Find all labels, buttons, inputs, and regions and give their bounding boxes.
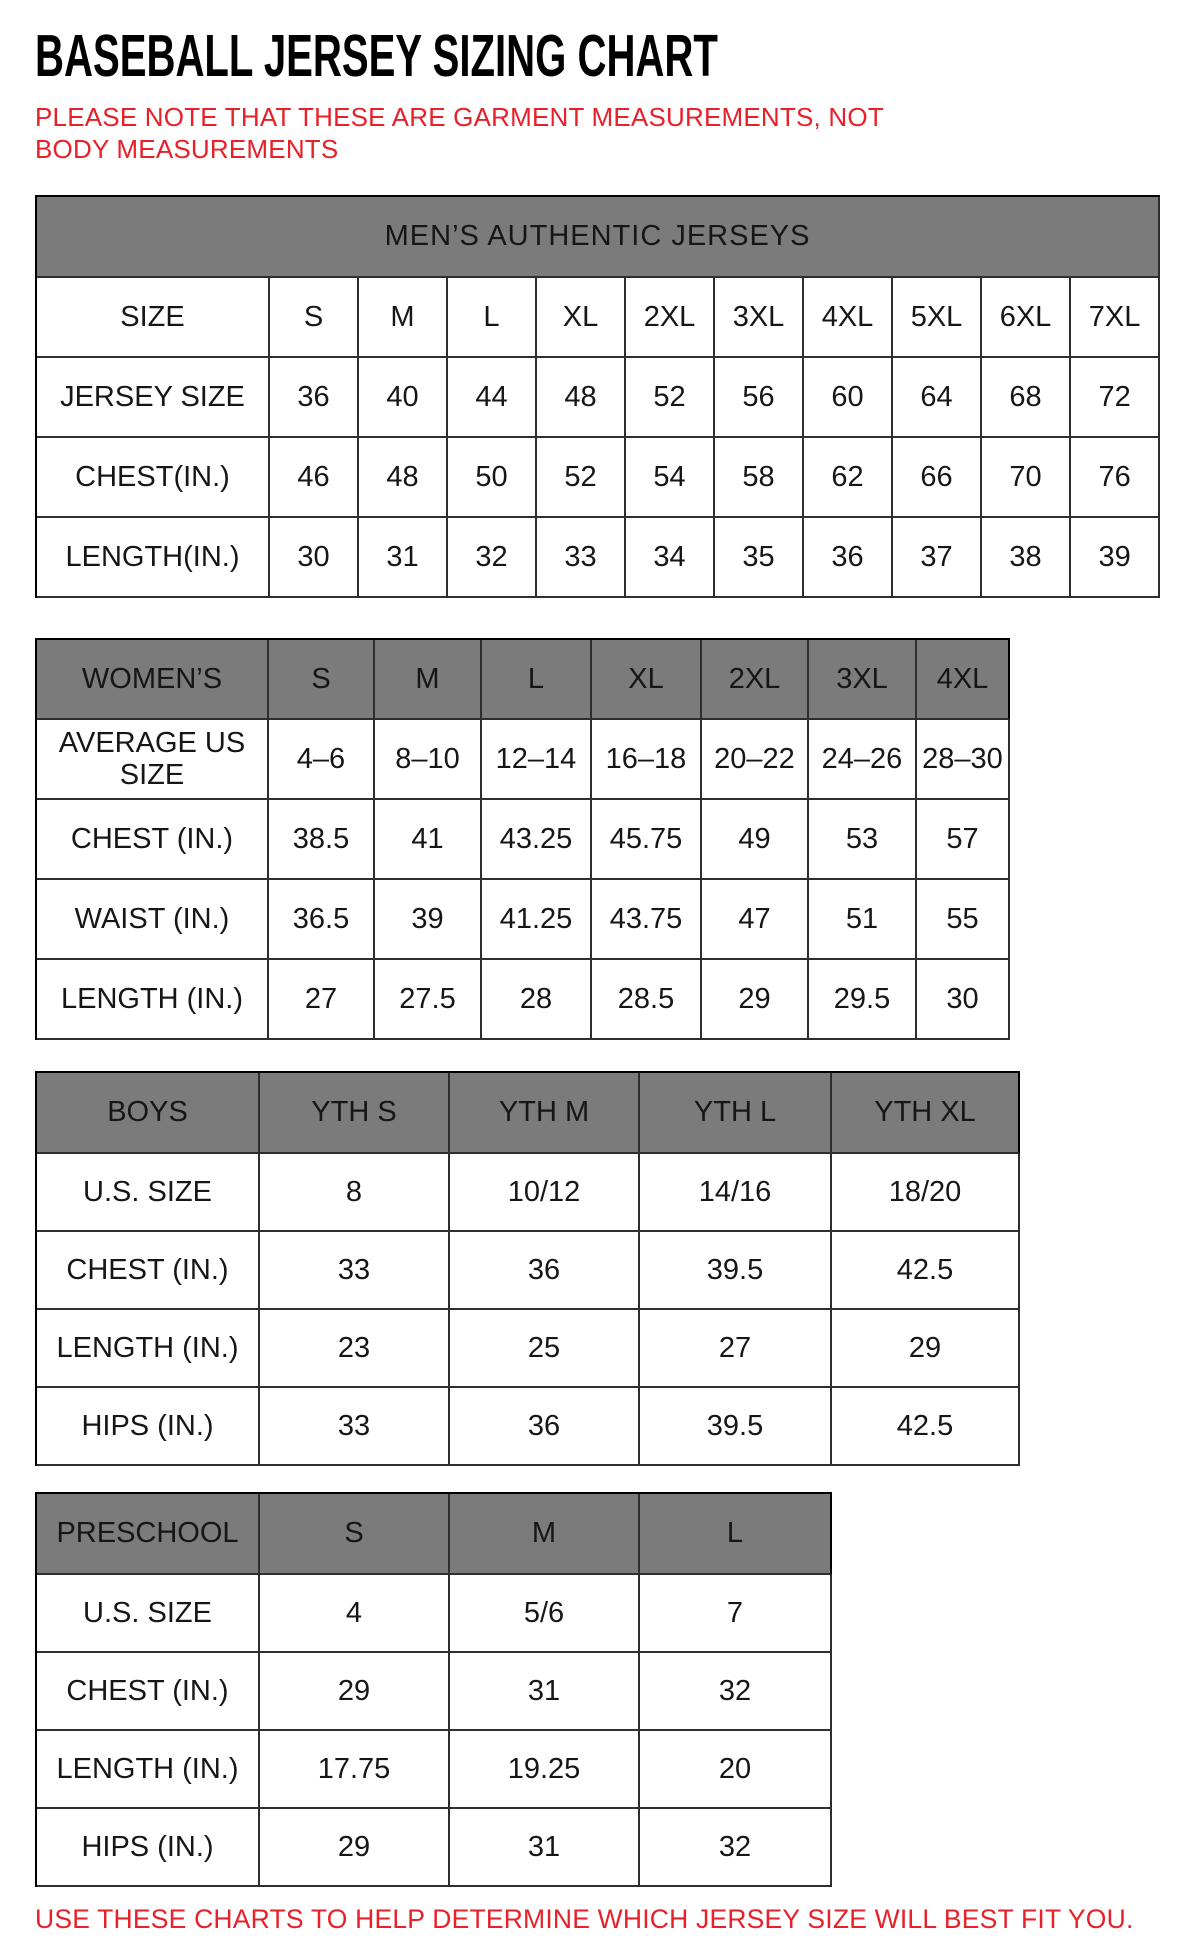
boys-row-length-in: [37, 1310, 1020, 1388]
mens-column-header-xl: XL: [537, 278, 626, 358]
womens-row-length-in: [37, 960, 1010, 1040]
mens-column-header-s: S: [270, 278, 359, 358]
value-cell: 60: [804, 358, 893, 438]
mens-column-header-2xl: 2XL: [626, 278, 715, 358]
value-cell: 29: [260, 1653, 450, 1731]
value-cell: 29: [702, 960, 809, 1040]
womens-header-row: [37, 640, 1010, 720]
womens-column-header-xl: XL: [592, 640, 702, 720]
value-cell: 12–14: [482, 720, 592, 800]
row-label: CHEST (IN.): [37, 1653, 260, 1731]
value-cell: 51: [809, 880, 917, 960]
value-cell: 52: [537, 438, 626, 518]
page-title: BASEBALL JERSEY SIZING CHART: [35, 23, 718, 89]
row-label: U.S. SIZE: [37, 1575, 260, 1653]
value-cell: 20: [640, 1731, 832, 1809]
value-cell: 41.25: [482, 880, 592, 960]
value-cell: 30: [270, 518, 359, 598]
row-label: LENGTH(IN.): [37, 518, 270, 598]
mens-banner: MEN’S AUTHENTIC JERSEYS: [37, 197, 1160, 278]
preschool-row-chest-in: [37, 1653, 832, 1731]
value-cell: 31: [359, 518, 448, 598]
womens-row-average-us-size: [37, 720, 1010, 800]
value-cell: 76: [1071, 438, 1160, 518]
value-cell: 18/20: [832, 1154, 1020, 1232]
garment-measurements-note: PLEASE NOTE THAT THESE ARE GARMENT MEASUREMENTS, NOT BODY MEASUREMENTS: [35, 101, 884, 164]
value-cell: 27: [269, 960, 375, 1040]
value-cell: 36.5: [269, 880, 375, 960]
mens-column-header-5xl: 5XL: [893, 278, 982, 358]
value-cell: 10/12: [450, 1154, 640, 1232]
preschool-column-header-s: S: [260, 1494, 450, 1575]
value-cell: 30: [917, 960, 1010, 1040]
boys-column-header-yth-m: YTH M: [450, 1073, 640, 1154]
value-cell: 70: [982, 438, 1071, 518]
value-cell: 16–18: [592, 720, 702, 800]
boys-header-row: [37, 1073, 1020, 1154]
value-cell: 48: [537, 358, 626, 438]
value-cell: 47: [702, 880, 809, 960]
value-cell: 29.5: [809, 960, 917, 1040]
value-cell: 68: [982, 358, 1071, 438]
value-cell: 45.75: [592, 800, 702, 880]
value-cell: 64: [893, 358, 982, 438]
value-cell: 56: [715, 358, 804, 438]
value-cell: 33: [537, 518, 626, 598]
womens-column-header-2xl: 2XL: [702, 640, 809, 720]
row-label: JERSEY SIZE: [37, 358, 270, 438]
preschool-row-u-s-size: [37, 1575, 832, 1653]
boys-sizing-table: [35, 1071, 1020, 1466]
fit-advice-note: USE THESE CHARTS TO HELP DETERMINE WHICH JERSEY SIZE WILL BEST FIT YOU.: [35, 1904, 1134, 1935]
value-cell: 8–10: [375, 720, 482, 800]
mens-column-header-m: M: [359, 278, 448, 358]
womens-column-header-4xl: 4XL: [917, 640, 1010, 720]
mens-column-header-7xl: 7XL: [1071, 278, 1160, 358]
value-cell: 44: [448, 358, 537, 438]
row-label: HIPS (IN.): [37, 1388, 260, 1466]
value-cell: 36: [270, 358, 359, 438]
value-cell: 39: [1071, 518, 1160, 598]
value-cell: 28.5: [592, 960, 702, 1040]
row-label: LENGTH (IN.): [37, 960, 269, 1040]
boys-column-header-yth-l: YTH L: [640, 1073, 832, 1154]
womens-corner-header: WOMEN’S: [37, 640, 269, 720]
value-cell: 8: [260, 1154, 450, 1232]
value-cell: 42.5: [832, 1388, 1020, 1466]
mens-column-header-l: L: [448, 278, 537, 358]
row-label: CHEST (IN.): [37, 800, 269, 880]
value-cell: 50: [448, 438, 537, 518]
womens-row-chest-in: [37, 800, 1010, 880]
value-cell: 40: [359, 358, 448, 438]
value-cell: 25: [450, 1310, 640, 1388]
womens-column-header-3xl: 3XL: [809, 640, 917, 720]
row-label: U.S. SIZE: [37, 1154, 260, 1232]
value-cell: 53: [809, 800, 917, 880]
value-cell: 31: [450, 1653, 640, 1731]
value-cell: 39: [375, 880, 482, 960]
preschool-corner-header: PRESCHOOL: [37, 1494, 260, 1575]
row-label: LENGTH (IN.): [37, 1731, 260, 1809]
value-cell: 36: [450, 1232, 640, 1310]
mens-column-header-3xl: 3XL: [715, 278, 804, 358]
value-cell: 32: [448, 518, 537, 598]
womens-column-header-m: M: [375, 640, 482, 720]
womens-row-waist-in: [37, 880, 1010, 960]
value-cell: 24–26: [809, 720, 917, 800]
value-cell: 43.25: [482, 800, 592, 880]
value-cell: 4–6: [269, 720, 375, 800]
value-cell: 48: [359, 438, 448, 518]
row-label: [37, 720, 269, 800]
value-cell: 19.25: [450, 1731, 640, 1809]
preschool-column-header-m: M: [450, 1494, 640, 1575]
preschool-sizing-table: [35, 1492, 832, 1887]
value-cell: 36: [804, 518, 893, 598]
preschool-row-length-in: [37, 1731, 832, 1809]
boys-row-u-s-size: [37, 1154, 1020, 1232]
womens-column-header-s: S: [269, 640, 375, 720]
boys-row-hips-in: [37, 1388, 1020, 1466]
value-cell: 34: [626, 518, 715, 598]
value-cell: 17.75: [260, 1731, 450, 1809]
row-label: HIPS (IN.): [37, 1809, 260, 1887]
value-cell: 58: [715, 438, 804, 518]
mens-row-chest-in: [37, 438, 1160, 518]
value-cell: 43.75: [592, 880, 702, 960]
value-cell: 4: [260, 1575, 450, 1653]
mens-row-length-in: [37, 518, 1160, 598]
mens-header-row: [37, 278, 1160, 358]
mens-column-header-6xl: 6XL: [982, 278, 1071, 358]
mens-column-header-4xl: 4XL: [804, 278, 893, 358]
value-cell: 27.5: [375, 960, 482, 1040]
mens-corner-header: SIZE: [37, 278, 270, 358]
value-cell: 39.5: [640, 1388, 832, 1466]
womens-sizing-table: [35, 638, 1010, 1040]
row-label: WAIST (IN.): [37, 880, 269, 960]
value-cell: 41: [375, 800, 482, 880]
value-cell: 33: [260, 1388, 450, 1466]
boys-column-header-yth-s: YTH S: [260, 1073, 450, 1154]
preschool-row-hips-in: [37, 1809, 832, 1887]
value-cell: 46: [270, 438, 359, 518]
value-cell: 62: [804, 438, 893, 518]
value-cell: 7: [640, 1575, 832, 1653]
value-cell: 49: [702, 800, 809, 880]
value-cell: 28: [482, 960, 592, 1040]
value-cell: 23: [260, 1310, 450, 1388]
value-cell: 33: [260, 1232, 450, 1310]
value-cell: 27: [640, 1310, 832, 1388]
mens-banner-row: [37, 197, 1160, 278]
value-cell: 54: [626, 438, 715, 518]
value-cell: 72: [1071, 358, 1160, 438]
value-cell: 32: [640, 1653, 832, 1731]
value-cell: 55: [917, 880, 1010, 960]
value-cell: 20–22: [702, 720, 809, 800]
value-cell: 37: [893, 518, 982, 598]
row-label: LENGTH (IN.): [37, 1310, 260, 1388]
row-label: CHEST (IN.): [37, 1232, 260, 1310]
mens-row-jersey-size: [37, 358, 1160, 438]
row-label: CHEST(IN.): [37, 438, 270, 518]
value-cell: 38.5: [269, 800, 375, 880]
value-cell: 35: [715, 518, 804, 598]
value-cell: 14/16: [640, 1154, 832, 1232]
value-cell: 31: [450, 1809, 640, 1887]
value-cell: 32: [640, 1809, 832, 1887]
value-cell: 28–30: [917, 720, 1010, 800]
preschool-header-row: [37, 1494, 832, 1575]
row-label-text: AVERAGE US SIZE: [58, 726, 246, 792]
value-cell: 5/6: [450, 1575, 640, 1653]
preschool-column-header-l: L: [640, 1494, 832, 1575]
value-cell: 36: [450, 1388, 640, 1466]
boys-corner-header: BOYS: [37, 1073, 260, 1154]
womens-column-header-l: L: [482, 640, 592, 720]
value-cell: 29: [260, 1809, 450, 1887]
value-cell: 38: [982, 518, 1071, 598]
value-cell: 29: [832, 1310, 1020, 1388]
value-cell: 42.5: [832, 1232, 1020, 1310]
value-cell: 39.5: [640, 1232, 832, 1310]
boys-row-chest-in: [37, 1232, 1020, 1310]
value-cell: 66: [893, 438, 982, 518]
value-cell: 57: [917, 800, 1010, 880]
boys-column-header-yth-xl: YTH XL: [832, 1073, 1020, 1154]
mens-authentic-jerseys-table: [35, 195, 1160, 598]
value-cell: 52: [626, 358, 715, 438]
